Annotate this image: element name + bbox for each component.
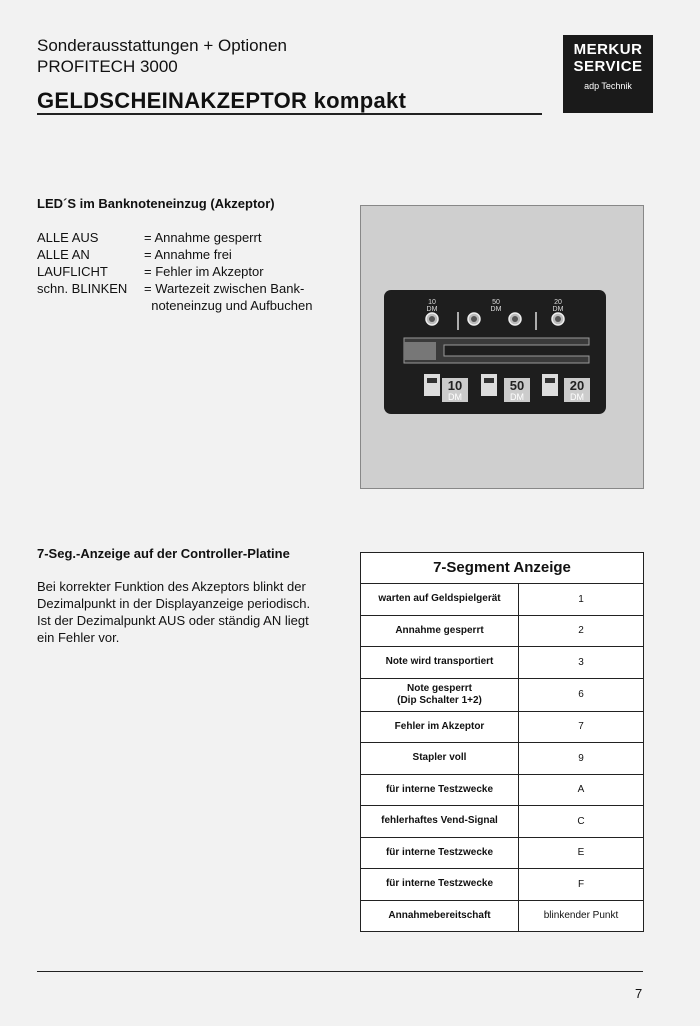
segment-table [360, 552, 644, 932]
led-key: ALLE AN [37, 247, 90, 262]
segment-label: Stapler voll [361, 743, 519, 774]
header-model: PROFITECH 3000 [37, 57, 178, 76]
table-row [361, 775, 643, 807]
table-row [361, 806, 643, 838]
table-row [361, 743, 643, 775]
segment-label: fehlerhaftes Vend-Signal [361, 806, 519, 837]
segment-code: 6 [578, 689, 584, 700]
table-row [361, 838, 643, 870]
merkur-service-logo [563, 35, 653, 113]
segment-label: für interne Testzwecke [361, 775, 519, 806]
segment-label: für interne Testzwecke [361, 838, 519, 869]
led-label-bottom: DM [490, 306, 502, 313]
segment-code: 7 [578, 721, 584, 733]
led-value: = Fehler im Akzeptor [144, 264, 264, 279]
segment-paragraph: Bei korrekter Funktion des Akzeptors blinkt der Dezimalpunkt in der Displayanzeige periodisch. Ist der Dezimalpunkt AUS oder ständig AN liegt ein Fehler vor. [37, 579, 311, 645]
footer-divider [37, 971, 643, 972]
segment-code: 3 [578, 656, 584, 668]
table-row [361, 584, 643, 616]
led-value: = Annahme frei [144, 247, 232, 262]
page-title: GELDSCHEINAKZEPTOR kompakt [37, 88, 407, 113]
led-row [37, 229, 334, 246]
segment-code: blinkender Punkt [543, 910, 619, 922]
note-insert-icon [542, 374, 558, 396]
led-key: ALLE AUS [37, 230, 99, 245]
segment-label: Fehler im Akzeptor [361, 712, 519, 743]
led-row [37, 280, 334, 297]
logo-line3: adp Technik [584, 81, 632, 91]
show-through-text [40, 140, 650, 170]
led-value: noteneinzug und Aufbuchen [144, 298, 313, 313]
segment-label: Note gesperrt [406, 682, 472, 694]
led-label-top: 20 [554, 299, 562, 306]
table-row [361, 869, 643, 901]
led-value: = Annahme gesperrt [144, 230, 262, 245]
note-unit: DM [448, 392, 462, 402]
led-section-title: LED´S im Banknoteneinzug (Akzeptor) [37, 196, 275, 211]
led-label-top: 50 [492, 299, 500, 306]
table-row [361, 901, 643, 932]
led-row [37, 246, 334, 263]
note-value: 20 [569, 378, 585, 393]
led-row [37, 297, 334, 314]
led-lamp [426, 313, 438, 325]
table-row [361, 616, 643, 648]
led-label-top: 10 [428, 299, 436, 306]
led-lamp [468, 313, 480, 325]
led-value: = Wartezeit zwischen Bank- [144, 281, 305, 296]
led-lamp [552, 313, 564, 325]
led-key: schn. BLINKEN [37, 281, 128, 296]
segment-code: 1 [578, 593, 584, 605]
segment-label-note: (Dip Schalter 1+2) [397, 694, 482, 706]
segment-section-title: 7-Seg.-Anzeige auf der Controller-Platine [37, 546, 290, 561]
segment-code: 9 [578, 752, 584, 764]
led-lamp [509, 313, 521, 325]
header-divider [37, 113, 542, 115]
led-label-bottom: DM [426, 306, 438, 313]
segment-label: für interne Testzwecke [361, 869, 519, 900]
logo-line1: MERKUR [573, 41, 643, 58]
note-value: 10 [447, 378, 463, 393]
segment-code: A [577, 784, 585, 796]
segment-label-cell [361, 679, 519, 711]
note-value: 50 [509, 378, 525, 393]
segment-label: Note wird transportiert [361, 647, 519, 678]
segment-code: F [577, 878, 585, 890]
note-insert-icon [424, 374, 440, 396]
table-row [361, 647, 643, 679]
header-subtitle: Sonderausstattungen + Optionen [37, 36, 287, 55]
logo-line2: SERVICE [573, 58, 643, 75]
slot-step [404, 342, 436, 360]
table-row [361, 679, 643, 712]
segment-label: warten auf Geldspielgerät [361, 584, 519, 615]
segment-code: E [577, 847, 585, 859]
led-key [37, 297, 144, 314]
acceptor-front-panel [384, 290, 606, 414]
page-number: 7 [635, 986, 643, 1001]
segment-label: Annahmebereitschaft [361, 901, 519, 932]
led-label-bottom: DM [552, 306, 564, 313]
led-key: LAUFLICHT [37, 264, 108, 279]
note-unit: DM [510, 392, 524, 402]
segment-table-header: 7-Segment Anzeige [361, 553, 643, 584]
led-row [37, 263, 334, 280]
segment-code: 2 [578, 625, 584, 637]
table-row [361, 712, 643, 744]
note-unit: DM [570, 392, 584, 402]
led-list [37, 229, 334, 314]
note-insert-icon [481, 374, 497, 396]
segment-code: C [577, 815, 585, 827]
segment-label: Annahme gesperrt [361, 616, 519, 647]
